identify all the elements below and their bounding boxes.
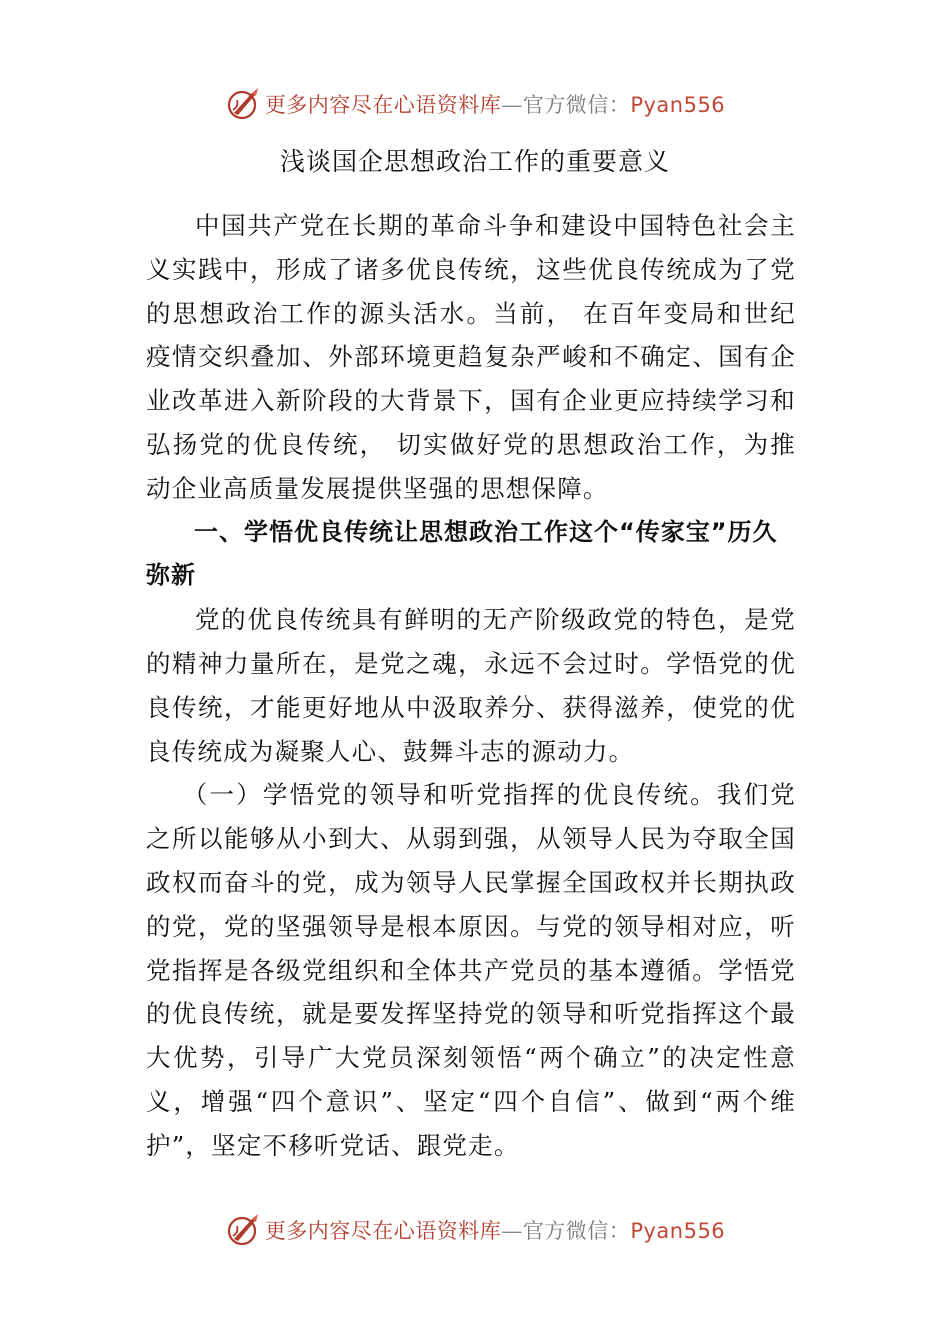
watermark-official-label: 官方微信： xyxy=(522,1219,631,1243)
watermark-separator: — xyxy=(501,1219,523,1243)
document-title: 浅谈国企思想政治工作的重要意义 xyxy=(279,147,670,176)
watermark-wechat-id: Pyan556 xyxy=(630,93,726,117)
watermark-brand: 更多内容尽在心语资料库 xyxy=(264,1219,502,1243)
intro-paragraph: 中国共产党在长期的革命斗争和建设中国特色社会主义实践中，形成了诸多优良传统，这些优良传统成为了党的思想政治工作的源头活水。当前， 在百年变局和世纪疫情交织叠加、外部环境更趋复杂严峻和不确定、国有企业改革进入新阶段的大背景下，国有企业更应持续学习和弘扬党的优良传统， 切实做好党的思想政治工作，为推动企业高质量发展提供坚强的思想保障。 xyxy=(146,211,796,503)
watermark-official-label: 官方微信： xyxy=(522,93,631,117)
section-paragraph: 党的优良传统具有鲜明的无产阶级政党的特色，是党的精神力量所在，是党之魂，永远不会过时。学悟党的优良传统，才能更好地从中汲取养分、获得滋养，使党的优良传统成为凝聚人心、鼓舞斗志的源动力。 xyxy=(146,605,796,766)
watermark-wechat-id: Pyan556 xyxy=(630,1219,726,1243)
watermark-text xyxy=(265,1215,725,1245)
watermark-separator: — xyxy=(501,93,523,117)
subsection-paragraph: （一）学悟党的领导和听党指挥的优良传统。我们党之所以能够从小到大、从弱到强，从领导人民为夺取全国政权而奋斗的党，成为领导人民掌握全国政权并长期执政的党，党的坚强领导是根本原因。与党的领导相对应，听党指挥是各级党组织和全体共产党员的基本遵循。学悟党的优良传统，就是要发挥坚持党的领导和听党指挥这个最大优势，引导广大党员深刻领悟“两个确立”的决定性意义，增强“四个意识”、坚定“四个自信”、做到“两个维护”，坚定不移听党话、跟党走。 xyxy=(146,780,796,1160)
quill-logo-icon xyxy=(225,86,261,122)
document-body xyxy=(146,204,796,1168)
watermark-banner-top xyxy=(0,82,950,126)
section-heading: 一、学悟优良传统让思想政治工作这个“传家宝”历久弥新 xyxy=(146,517,778,590)
watermark-brand: 更多内容尽在心语资料库 xyxy=(264,93,502,117)
quill-logo-icon xyxy=(225,1212,261,1248)
watermark-banner-bottom xyxy=(0,1208,950,1252)
watermark-text xyxy=(265,89,725,119)
